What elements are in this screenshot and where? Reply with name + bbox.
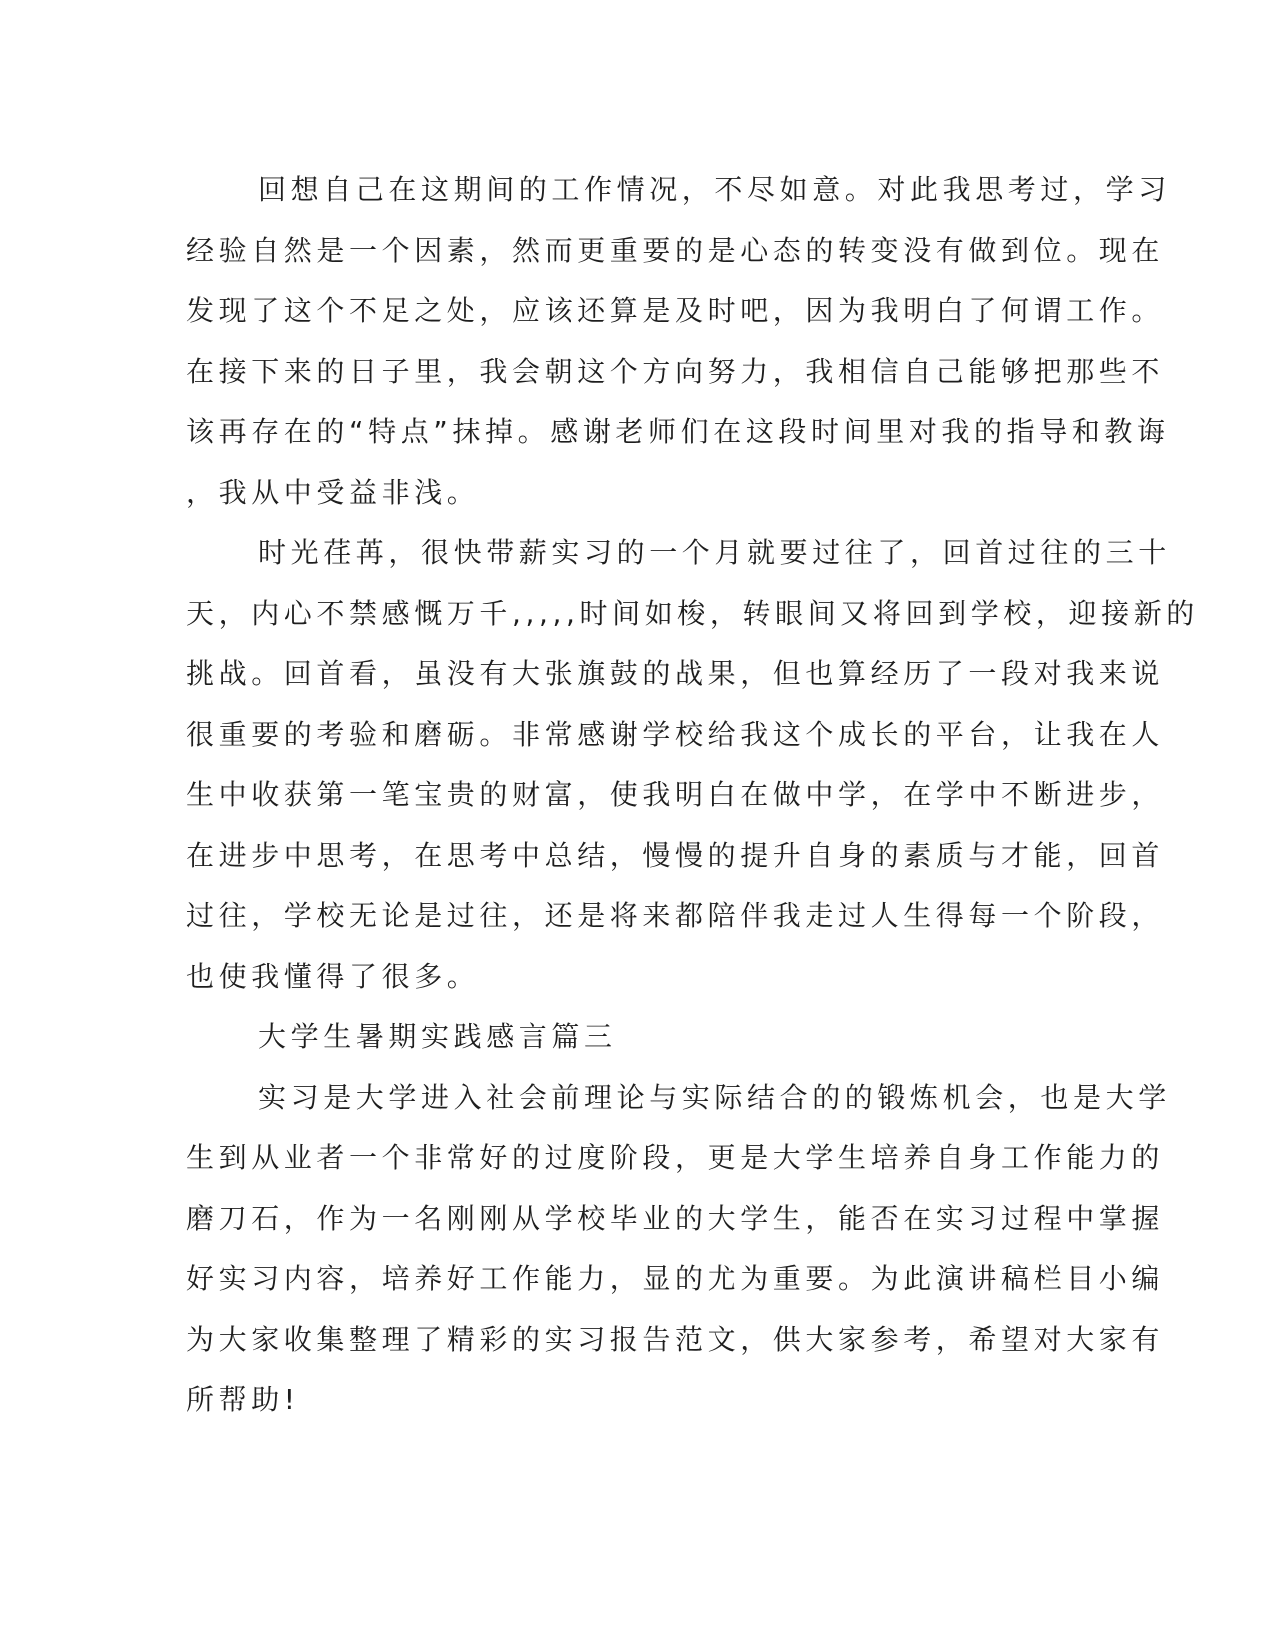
text-line: 在进步中思考，在思考中总结，慢慢的提升自身的素质与才能，回首 — [186, 838, 1165, 872]
text-line: 为大家收集整理了精彩的实习报告范文，供大家参考，希望对大家有 — [186, 1322, 1165, 1356]
text-line: 实习是大学进入社会前理论与实际结合的的锻炼机会，也是大学 — [258, 1080, 1171, 1114]
text-line: 生中收获第一笔宝贵的财富，使我明白在做中学，在学中不断进步， — [186, 778, 1165, 811]
text-line: 在接下来的日子里，我会朝这个方向努力，我相信自己能够把那些不 — [186, 354, 1165, 388]
text-line: 该再存在的“特点”抹掉。感谢老师们在这段时间里对我的指导和教诲 — [186, 415, 1170, 448]
text-line: 发现了这个不足之处，应该还算是及时吧，因为我明白了何谓工作。 — [186, 294, 1165, 327]
text-line: 回想自己在这期间的工作情况，不尽如意。对此我思考过，学习 — [258, 173, 1171, 206]
text-line: 过往，学校无论是过往，还是将来都陪伴我走过人生得每一个阶段， — [186, 899, 1165, 932]
text-line: 所帮助! — [186, 1383, 300, 1416]
text-line: ，我从中受益非浅。 — [186, 475, 480, 509]
text-line: 经验自然是一个因素，然而更重要的是心态的转变没有做到位。现在 — [186, 233, 1165, 267]
text-line: 时光荏苒，很快带薪实习的一个月就要过往了，回首过往的三十 — [258, 536, 1171, 569]
paragraph-internship-intro — [186, 1068, 1171, 1431]
text-line: 天，内心不禁感慨万千,,,,,时间如梭，转眼间又将回到学校，迎接新的 — [186, 596, 1199, 630]
document-body — [186, 160, 1199, 1431]
paragraph-reflection — [186, 160, 1171, 523]
text-line: 好实习内容，培养好工作能力，显的尤为重要。为此演讲稿栏目小编 — [186, 1262, 1165, 1295]
text-line: 挑战。回首看，虽没有大张旗鼓的战果，但也算经历了一段对我来说 — [186, 657, 1165, 690]
text-line: 也使我懂得了很多。 — [186, 959, 480, 993]
section-heading-text: 大学生暑期实践感言篇三 — [258, 1020, 617, 1053]
text-line: 生到从业者一个非常好的过度阶段，更是大学生培养自身工作能力的 — [186, 1141, 1165, 1174]
text-line: 磨刀石，作为一名刚刚从学校毕业的大学生，能否在实习过程中掌握 — [186, 1201, 1165, 1235]
text-line: 很重要的考验和磨砺。非常感谢学校给我这个成长的平台，让我在人 — [186, 717, 1165, 751]
section-heading — [186, 1007, 1066, 1068]
paragraph-internship-summary — [186, 523, 1199, 1007]
